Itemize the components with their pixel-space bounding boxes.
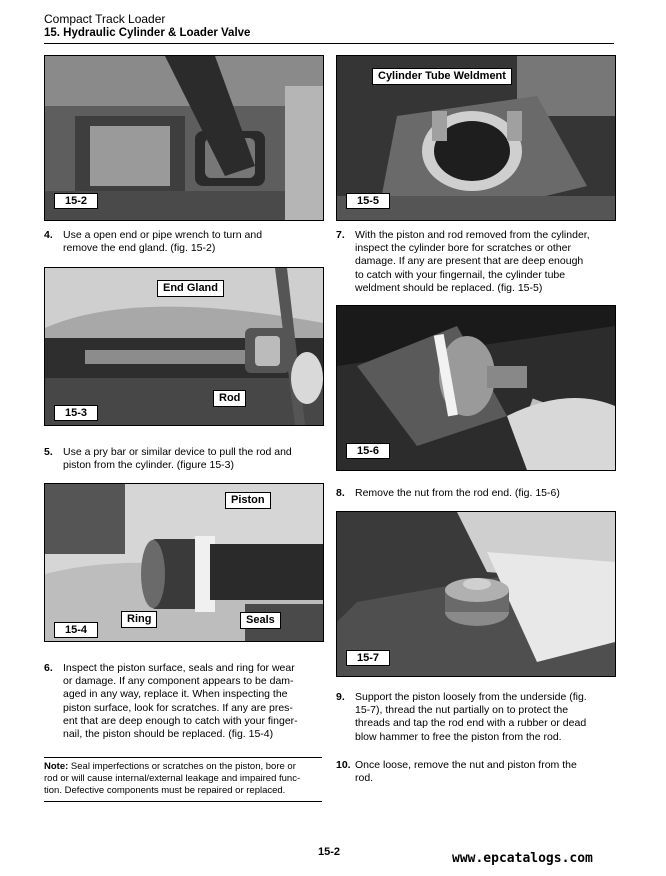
step-line: threads and tap the rod end with a rubber or dead [355, 717, 587, 730]
note-line: Seal imperfections or scratches on the piston, bore or [68, 761, 296, 772]
step-line: aged in any way, replace it. When inspecting the [63, 688, 288, 701]
step-line: inspect the cylinder bore for scratches or other [355, 242, 571, 255]
step-number: 9. [336, 691, 345, 703]
step-line: ent that are deep enough to catch with your finger- [63, 714, 298, 727]
step-number: 8. [336, 487, 345, 499]
figure-label: 15-6 [346, 443, 390, 459]
page-number: 15-2 [318, 846, 341, 858]
step-line: With the piston and rod removed from the cylinder, [355, 229, 590, 241]
figure-label: 15-2 [54, 193, 98, 209]
figure-15-3 [44, 267, 324, 426]
figure-15-5 [336, 55, 616, 221]
step-number: 6. [44, 662, 53, 674]
step-line: Once loose, remove the nut and piston from the [355, 759, 577, 771]
figure-15-7 [336, 511, 616, 677]
figure-15-4 [44, 483, 324, 642]
figure-15-6 [336, 305, 616, 471]
step-line: weldment should be replaced. (fig. 15-5) [355, 281, 543, 294]
callout-end-gland: End Gland [157, 280, 224, 297]
figure-label: 15-3 [54, 405, 98, 421]
note-line: rod or will cause internal/external leakage and impaired func- [44, 773, 301, 784]
step-line: damage. If any are present that are deep enough [355, 255, 584, 268]
photo-piston-seals [45, 484, 323, 641]
note-line: tion. Defective components must be repaired or replaced. [44, 785, 286, 796]
step-line: piston from the cylinder. (figure 15-3) [63, 459, 234, 472]
figure-label: 15-4 [54, 622, 98, 638]
callout-seals: Seals [240, 612, 281, 629]
callout-piston: Piston [225, 492, 271, 509]
step-line: remove the end gland. (fig. 15-2) [63, 242, 216, 255]
step-line: Support the piston loosely from the underside (fig. [355, 691, 587, 703]
callout-cylinder-tube-weldment: Cylinder Tube Weldment [372, 68, 512, 85]
step-line: piston surface, look for scratches. If any are pres- [63, 701, 293, 714]
step-number: 4. [44, 229, 53, 241]
step-line: rod. [355, 772, 374, 785]
step-line: Remove the nut from the rod end. (fig. 15-6) [355, 487, 560, 499]
step-line: 15-7), thread the nut partially on to protect the [355, 704, 569, 717]
header-rule [44, 43, 614, 44]
step-line: blow hammer to free the piston from the rod. [355, 730, 562, 743]
step-line: Use a pry bar or similar device to pull the rod and [63, 446, 292, 458]
figure-label: 15-5 [346, 193, 390, 209]
page-header [44, 12, 614, 40]
step-number: 7. [336, 229, 345, 241]
step-line: nail, the piston should be replaced. (fig. 15-4) [63, 728, 274, 741]
note-box [44, 757, 322, 802]
step-line: or damage. If any component appears to be dam- [63, 675, 294, 688]
note-label: Note: [44, 761, 69, 772]
figure-15-2 [44, 55, 324, 221]
figure-label: 15-7 [346, 650, 390, 666]
step-number: 5. [44, 446, 53, 458]
section-title: 15. Hydraulic Cylinder & Loader Valve [44, 27, 251, 39]
step-number: 10. [336, 759, 351, 771]
step-line: to catch with your fingernail, the cylinder tube [355, 268, 566, 281]
callout-rod: Rod [213, 390, 246, 407]
step-line: Use a open end or pipe wrench to turn and [63, 229, 263, 241]
callout-ring: Ring [121, 611, 157, 628]
watermark-text: www.epcatalogs.com [452, 851, 593, 866]
manual-title: Compact Track Loader [44, 12, 166, 26]
step-line: Inspect the piston surface, seals and ring for wear [63, 662, 295, 674]
